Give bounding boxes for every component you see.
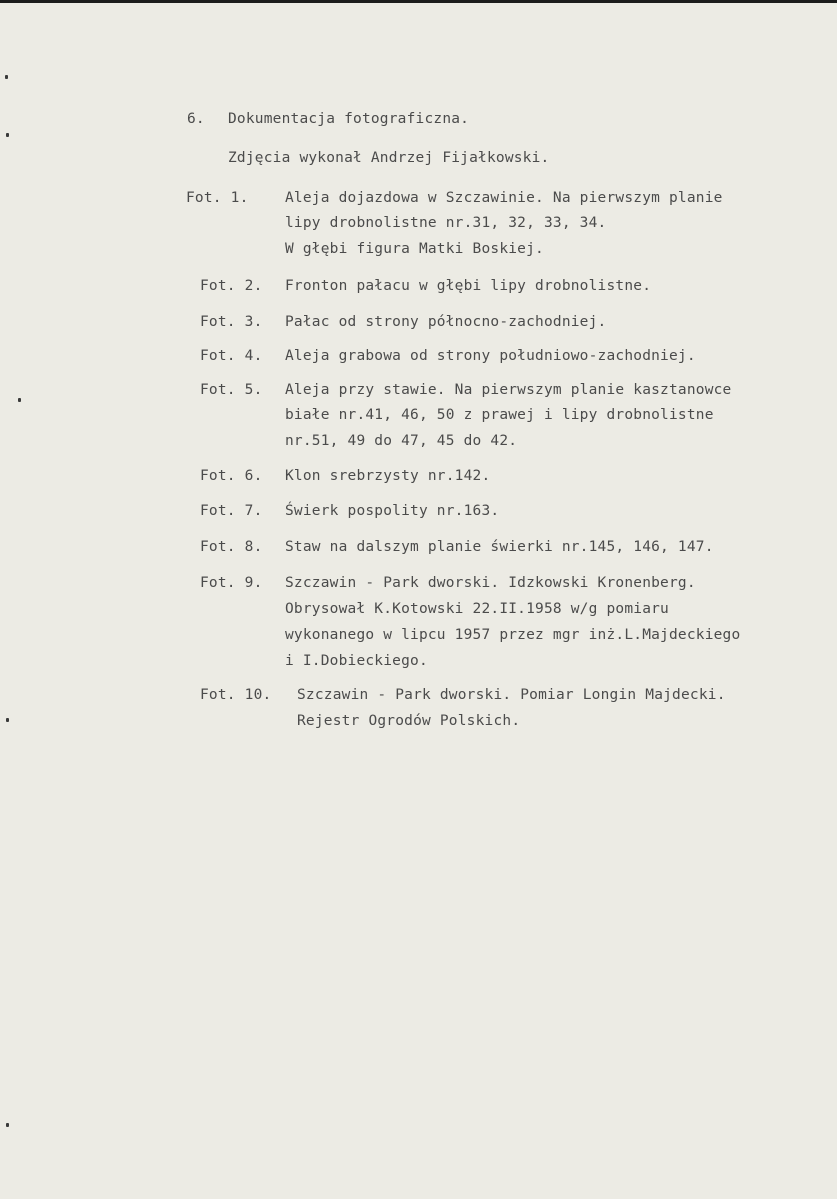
- photo-caption-line: Fronton pałacu w głębi lipy drobnolistne.: [285, 278, 652, 294]
- photo-caption-line: Aleja dojazdowa w Szczawinie. Na pierwszym planie: [285, 190, 723, 206]
- margin-speck: [6, 718, 9, 722]
- photo-caption-line: wykonanego w lipcu 1957 przez mgr inż.L.Majdeckiego: [285, 627, 741, 643]
- photo-caption-line: Staw na dalszym planie świerki nr.145, 146, 147.: [285, 539, 714, 555]
- photo-credit: Zdjęcia wykonał Andrzej Fijałkowski.: [228, 150, 550, 166]
- photo-caption-line: Klon srebrzysty nr.142.: [285, 468, 491, 484]
- photo-label: Fot. 10.: [200, 687, 272, 703]
- photo-label: Fot. 8.: [200, 539, 263, 555]
- photo-caption-line: Aleja grabowa od strony południowo-zachodniej.: [285, 348, 696, 364]
- photo-caption-line: Szczawin - Park dworski. Pomiar Longin Majdecki.: [297, 687, 726, 703]
- photo-caption-line: Szczawin - Park dworski. Idzkowski Kronenberg.: [285, 575, 696, 591]
- photo-label: Fot. 2.: [200, 278, 263, 294]
- photo-caption-line: lipy drobnolistne nr.31, 32, 33, 34.: [285, 215, 607, 231]
- photo-caption-line: Aleja przy stawie. Na pierwszym planie kasztanowce: [285, 382, 732, 398]
- margin-speck: [6, 1123, 9, 1127]
- photo-label: Fot. 6.: [200, 468, 263, 484]
- photo-label: Fot. 3.: [200, 314, 263, 330]
- margin-speck: [18, 398, 21, 402]
- photo-caption-line: Obrysował K.Kotowski 22.II.1958 w/g pomiaru: [285, 601, 669, 617]
- photo-caption-line: Rejestr Ogrodów Polskich.: [297, 713, 521, 729]
- photo-caption-line: i I.Dobieckiego.: [285, 653, 428, 669]
- photo-caption-line: białe nr.41, 46, 50 z prawej i lipy drobnolistne: [285, 407, 714, 423]
- margin-speck: [6, 133, 9, 137]
- photo-label: Fot. 7.: [200, 503, 263, 519]
- photo-label: Fot. 9.: [200, 575, 263, 591]
- photo-caption-line: Pałac od strony północno-zachodniej.: [285, 314, 607, 330]
- margin-speck: [5, 75, 8, 79]
- photo-label: Fot. 5.: [200, 382, 263, 398]
- photo-label: Fot. 1.: [186, 190, 249, 206]
- photo-caption-line: nr.51, 49 do 47, 45 do 42.: [285, 433, 518, 449]
- photo-label: Fot. 4.: [200, 348, 263, 364]
- photo-caption-line: Świerk pospolity nr.163.: [285, 503, 500, 519]
- section-title: Dokumentacja fotograficzna.: [228, 111, 470, 127]
- section-number: 6.: [187, 111, 205, 127]
- photo-caption-line: W głębi figura Matki Boskiej.: [285, 241, 544, 257]
